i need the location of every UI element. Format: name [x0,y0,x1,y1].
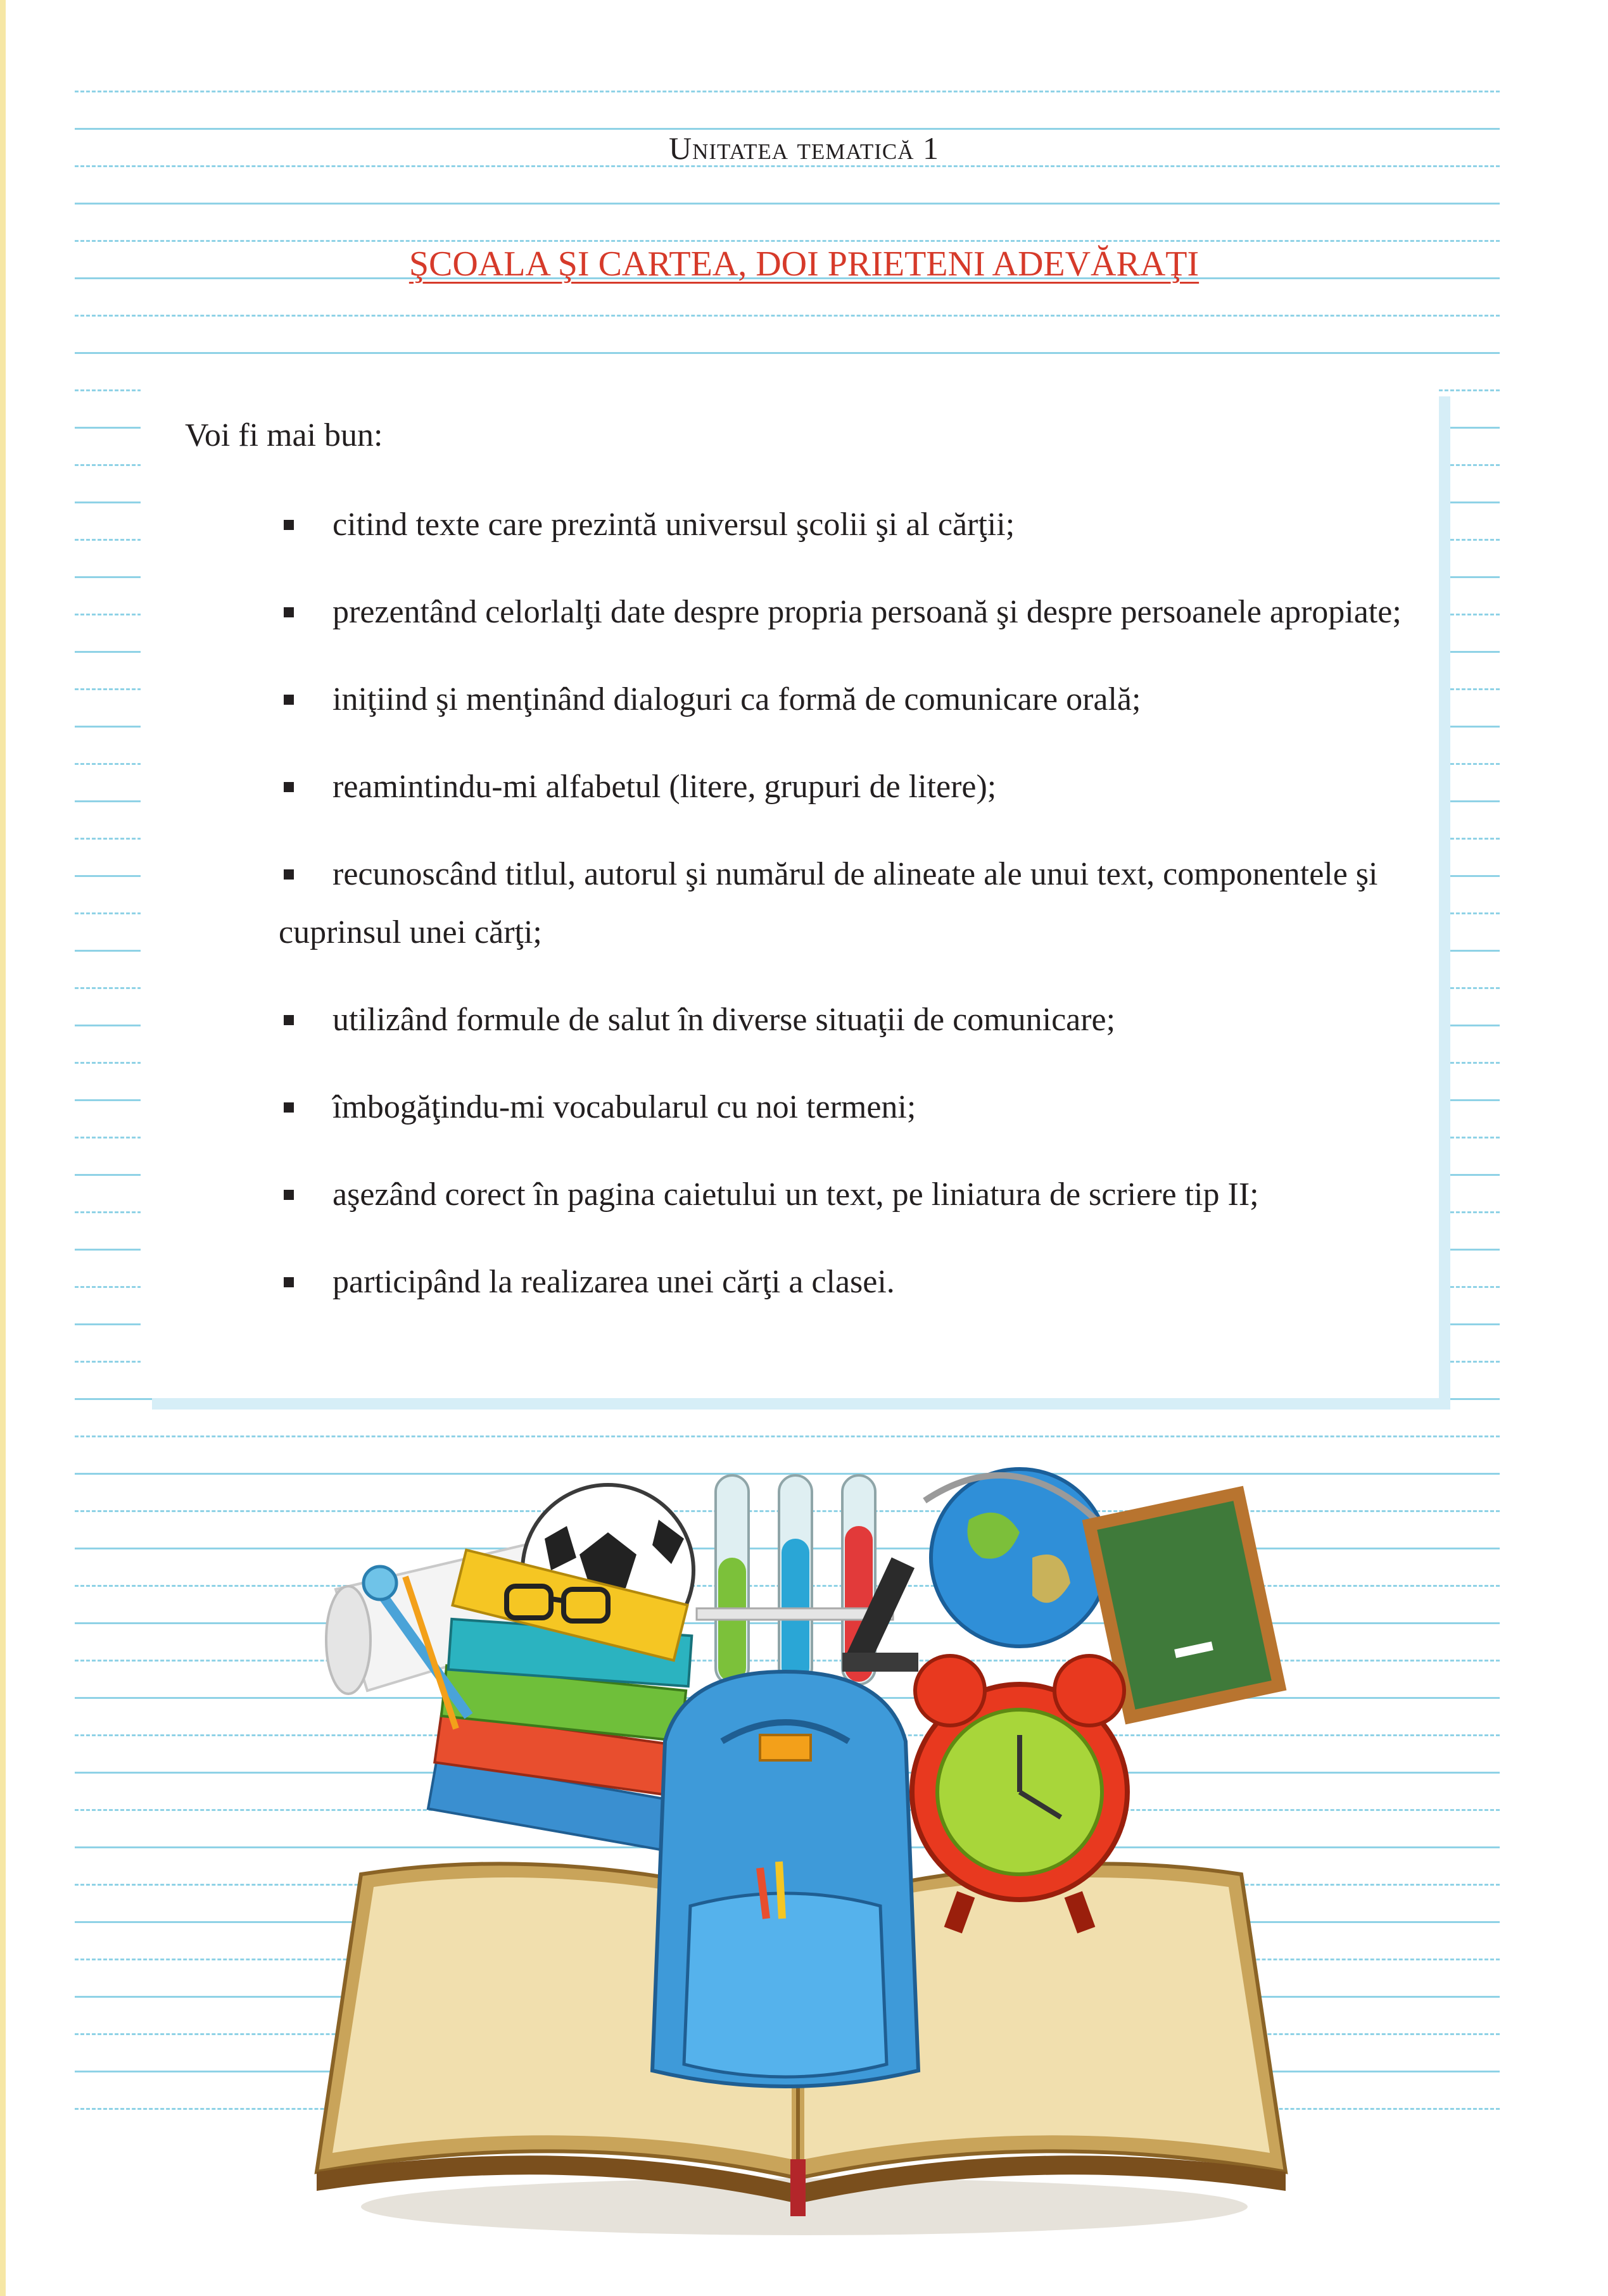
objective-item: îmbogăţindu-mi vocabularul cu noi termeni; [279,1078,1406,1137]
objectives-box [141,385,1439,1398]
objective-item: aşezând corect în pagina caietului un text, pe liniatura de scriere tip II; [279,1166,1406,1224]
ruling-line [75,1398,1500,1400]
book-stack-icon [428,1550,692,1851]
backpack-icon [652,1672,918,2086]
objective-item: participând la realizarea unei cărţi a clasei. [279,1253,1406,1311]
globe-icon [925,1469,1108,1646]
objective-item: iniţiind şi menţinând dialoguri ca formă de comunicare orală; [279,671,1406,729]
objective-item: recunoscând titlul, autorul şi numărul de alineate ale unui text, componentele şi cuprinsul unei cărţi; [279,845,1406,962]
objectives-list [279,496,1406,1340]
objectives-intro: Voi fi mai bun: [185,417,383,453]
ruling-line [75,315,1500,317]
unit-label: Unitatea tematică 1 [669,130,939,166]
objective-item: prezentând celorlalţi date despre propria persoană şi despre persoanele apropiate; [279,583,1406,641]
ruling-line [75,91,1500,92]
ruling-line [75,1435,1500,1437]
objective-item: utilizând formule de salut în diverse situaţii de comunicare; [279,991,1406,1049]
objective-item: citind texte care prezintă universul şcolii şi al cărţii; [279,496,1406,554]
school-supplies-illustration [279,1463,1330,2242]
ruling-line [75,352,1500,354]
ruling-line [75,240,1500,242]
page-edge-strip [0,0,6,2296]
page-title: ŞCOALA ŞI CARTEA, DOI PRIETENI ADEVĂRAŢI [408,244,1200,284]
ruling-line [75,203,1500,205]
objective-item: reamintindu-mi alfabetul (litere, grupuri de litere); [279,758,1406,816]
